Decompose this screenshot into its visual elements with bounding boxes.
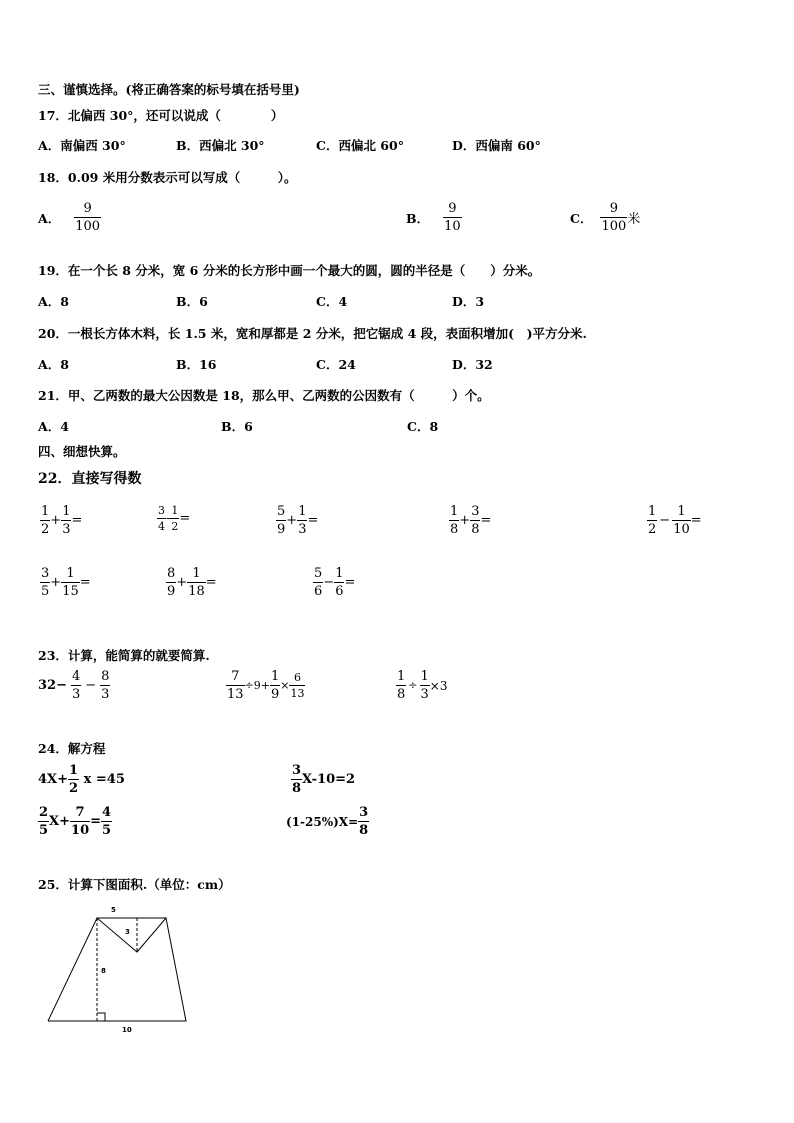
q23-expression-3: [396, 670, 447, 701]
q21-option-b: B．6: [221, 419, 253, 434]
q24-equation-4: [286, 806, 369, 837]
q22-item-3: [276, 505, 318, 536]
fraction: $\frac{1}{3}$: [420, 669, 429, 702]
q17-option-b: B．西偏北 30°: [176, 138, 265, 153]
q18-option-b: [406, 202, 462, 233]
q18-stem: 18．0.09 米用分数表示可以写成（ ）。: [38, 170, 297, 185]
equals: =: [344, 575, 356, 590]
fraction: $\frac{1}{15}$: [62, 566, 79, 599]
numerator: 9: [609, 201, 618, 216]
q18-c-label: C．: [570, 210, 593, 226]
section4-title: 四、细想快算。: [38, 444, 126, 459]
fraction: $\frac{1}{3}$: [298, 504, 307, 537]
q22-item-7: [166, 567, 217, 598]
fraction: $\frac{1}{8}$: [450, 504, 459, 537]
q23-expression-1: [38, 670, 110, 701]
operator: −: [659, 513, 671, 528]
numerator: 9: [448, 201, 457, 216]
fraction: $\frac{1}{2}$: [648, 504, 657, 537]
fraction: $\frac{1}{2}$: [171, 504, 179, 533]
lead: 4X+: [38, 772, 69, 787]
q23-title: 23．计算，能简算的就要简算.: [38, 648, 210, 663]
q19-option-b: B．6: [176, 294, 208, 309]
equals: =: [205, 575, 217, 590]
fraction: $\frac{3}{8}$: [292, 763, 302, 796]
q22-item-6: [40, 567, 91, 598]
equals: =: [71, 513, 83, 528]
q20-stem: 20．一根长方体木料，长 1.5 米，宽和厚都是 2 分米，把它锯成 4 段，表面积增加( )平方分米.: [38, 326, 587, 341]
q19-stem: 19．在一个长 8 分米，宽 6 分米的长方形中画一个最大的圆，圆的半径是（ ）分米。: [38, 263, 541, 278]
operator: ÷9+: [244, 679, 270, 692]
fraction: $\frac{6}{13}$: [290, 671, 305, 700]
fraction: $\frac{1}{2}$: [69, 763, 79, 796]
q17-option-c: C．西偏北 60°: [316, 138, 404, 153]
operator: −: [323, 575, 335, 590]
q24-title: 24．解方程: [38, 741, 106, 756]
q19-option-a: A．8: [38, 294, 69, 309]
operator: +: [459, 513, 471, 528]
lead: (1-25%)X=: [286, 814, 359, 829]
operator: +: [286, 513, 298, 528]
fraction: $\frac{1}{6}$: [335, 566, 344, 599]
fraction: $\frac{3}{8}$: [471, 504, 480, 537]
q25-label-notch: 3: [125, 928, 130, 936]
fraction: $\frac{1}{9}$: [270, 669, 280, 702]
fraction: $\frac{5}{9}$: [277, 504, 286, 537]
tail: ×3: [429, 678, 448, 693]
fraction: $\frac{4}{5}$: [102, 805, 112, 838]
numerator: 9: [83, 201, 92, 216]
fraction: $\frac{5}{6}$: [314, 566, 323, 599]
q25-right-angle: [97, 1013, 105, 1021]
q18-b-fraction: [443, 202, 462, 233]
q18-c-fraction: [600, 202, 627, 233]
q22-item-2: [157, 505, 190, 532]
operator: ÷: [408, 679, 418, 692]
fraction: $\frac{8}{9}$: [167, 566, 176, 599]
denominator: 10: [444, 219, 461, 234]
q22-item-4: [449, 505, 491, 536]
mid: X+: [49, 814, 71, 829]
q22-item-8: [313, 567, 355, 598]
tail: X-10=2: [302, 772, 356, 787]
q18-b-label: B．: [406, 210, 430, 226]
q21-stem: 21．甲、乙两数的最大公因数是 18，那么甲、乙两数的公因数有（ ）个。: [38, 388, 490, 403]
q21-option-a: A．4: [38, 419, 69, 434]
q25-label-top: 5: [111, 906, 116, 914]
q25-outline: [48, 918, 186, 1021]
q20-option-b: B．16: [176, 357, 217, 372]
q19-option-c: C．4: [316, 294, 348, 309]
operator: ×: [280, 679, 290, 692]
q22-item-1: [40, 505, 82, 536]
q17-option-d: D．西偏南 60°: [452, 138, 541, 153]
q25-figure: [40, 900, 190, 1035]
q20-option-a: A．8: [38, 357, 69, 372]
denominator: 100: [601, 219, 627, 234]
q17-option-a: A．南偏西 30°: [38, 138, 126, 153]
tail: x =45: [79, 772, 125, 787]
fraction: $\frac{7}{13}$: [227, 669, 244, 702]
fraction: $\frac{1}{3}$: [62, 504, 71, 537]
q23-expression-2: [226, 670, 305, 701]
fraction: $\frac{3}{5}$: [41, 566, 50, 599]
operator: +: [50, 575, 62, 590]
equals: =: [307, 513, 319, 528]
equals: =: [79, 575, 91, 590]
section3-title: 三、谨慎选择。(将正确答案的标号填在括号里): [38, 82, 300, 97]
q22-title: 22．直接写得数: [38, 471, 142, 487]
lead: 32−: [38, 678, 67, 693]
q24-equation-2: [291, 764, 355, 795]
q18-option-a: [38, 202, 101, 233]
q18-option-c: [570, 202, 640, 233]
equals: =: [179, 511, 191, 526]
fraction: $\frac{2}{5}$: [39, 805, 49, 838]
fraction: $\frac{7}{10}$: [71, 805, 90, 838]
fraction: $\frac{4}{3}$: [71, 669, 81, 702]
operator: −: [85, 678, 97, 693]
q18-a-label: A．: [38, 210, 61, 226]
fraction: $\frac{3}{4}$: [158, 504, 165, 533]
fraction: $\frac{8}{3}$: [101, 669, 110, 702]
q20-option-c: C．24: [316, 357, 356, 372]
fraction: $\frac{1}{10}$: [673, 504, 690, 537]
q22-item-5: [647, 505, 702, 536]
fraction: $\frac{1}{2}$: [41, 504, 50, 537]
q18-a-fraction: [74, 202, 101, 233]
q25-title: 25．计算下图面积.（单位：cm）: [38, 877, 231, 892]
q18-c-unit: 米: [627, 212, 641, 227]
q17-stem: 17．北偏西 30°，还可以说成（ ）: [38, 108, 284, 123]
equals: =: [480, 513, 492, 528]
fraction: $\frac{1}{8}$: [397, 669, 406, 702]
q19-option-d: D．3: [452, 294, 485, 309]
equals: =: [690, 513, 702, 528]
fraction: $\frac{3}{8}$: [359, 805, 369, 838]
q20-option-d: D．32: [452, 357, 493, 372]
q25-label-height: 8: [101, 967, 106, 975]
operator: +: [50, 513, 62, 528]
fraction: $\frac{1}{18}$: [188, 566, 205, 599]
operator: -: [166, 511, 171, 526]
denominator: 100: [75, 219, 101, 234]
q24-equation-3: [38, 806, 112, 837]
operator: +: [176, 575, 188, 590]
q21-option-c: C．8: [407, 419, 439, 434]
equals: =: [90, 814, 102, 829]
q24-equation-1: [38, 764, 125, 795]
q25-label-bottom: 10: [122, 1026, 132, 1034]
